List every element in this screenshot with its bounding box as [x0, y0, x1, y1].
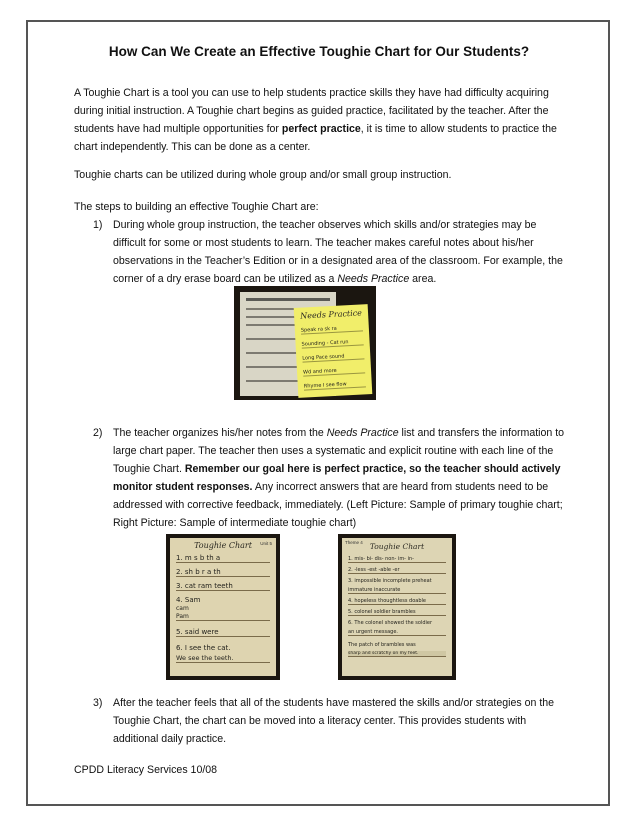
footer-text: CPDD Literacy Services 10/08: [74, 764, 218, 776]
sticky-line: Long Pace sound: [302, 352, 364, 362]
primary-chart-line: cam: [176, 605, 189, 612]
needs-practice-photo: [234, 286, 376, 400]
steps-intro: The steps to building an effective Toughie Chart are:: [74, 201, 319, 213]
intermediate-chart-title: Toughie Chart: [369, 542, 425, 551]
step-2: [93, 424, 568, 532]
intermediate-toughie-chart-photo: [338, 534, 456, 680]
step-2-italic: Needs Practice: [326, 427, 399, 439]
step-2-text-2: list and transfers the information to large chart paper. The teacher then uses a systematic and explicit routine with each line of the Toughie Chart.: [113, 427, 565, 475]
step-3-number: 3): [93, 697, 103, 709]
intermediate-chart-line: 3. impossible incomplete preheat: [348, 578, 432, 584]
step-1-italic: Needs Practice: [337, 273, 410, 285]
usage-paragraph: Toughie charts can be utilized during whole group and/or small group instruction.: [74, 169, 452, 181]
primary-chart-title: Toughie Chart: [194, 541, 252, 550]
sticky-title: Needs Practice: [300, 308, 363, 321]
step-2-number: 2): [93, 427, 103, 439]
intro-paragraph: [74, 84, 574, 156]
primary-chart-paper: [170, 538, 276, 676]
intermediate-chart-line: 1. mis- bi- dis- non- im- in-: [348, 556, 446, 563]
page-title: How Can We Create an Effective Toughie Chart for Our Students?: [108, 44, 530, 59]
primary-chart-line: 5. said were: [176, 628, 270, 637]
step-2-text-1: The teacher organizes his/her notes from the: [113, 427, 327, 439]
primary-chart-line: 1. m s b th a: [176, 554, 270, 563]
intermediate-chart-line: immature inaccurate: [348, 587, 446, 594]
primary-chart-line: We see the teeth.: [176, 654, 270, 663]
intro-text-1: A Toughie Chart is a tool you can use to help students practice skills they have had difficulty acquiring during initial instruction. A Toughie chart begins as guided practice, facilitated by the teacher. After the students have had multiple opportunities for: [74, 87, 549, 135]
primary-chart-line: Pam: [176, 613, 270, 621]
intro-text-2: , it is time to allow students to practice the chart independently. This can be done as a center.: [74, 123, 557, 153]
sticky-line: Speak ra sk ra: [301, 324, 363, 334]
sticky-line: Rhyme I see flow: [304, 380, 366, 390]
primary-chart-line: 6. I see the cat.: [176, 644, 231, 652]
intro-bold: perfect practice: [281, 123, 361, 135]
primary-chart-line: 4. Sam: [176, 596, 201, 604]
primary-chart-line: 2. sh b r a th: [176, 568, 270, 577]
step-3-text: After the teacher feels that all of the students have mastered the skills and/or strategies on the Toughie Chart, the chart can be moved into a literacy center. This provides students with additional daily practice.: [113, 697, 555, 745]
step-1-end: area.: [409, 273, 437, 285]
step-3: [93, 694, 568, 748]
step-2-text-3: Any incorrect answers that are heard from students need to be addressed with corrective feedback, immediately. (Left Picture: Sample of primary toughie chart; Right Picture: Sample of intermediate toughie chart): [113, 481, 563, 529]
intermediate-chart-line: 2. -less -est -able -er: [348, 567, 446, 574]
step-1-text: During whole group instruction, the teacher observes which skills and/or strategies may be difficult for some or most students to learn. The teacher makes careful notes about his/her observations in the Teacher’s Edition or in a designated area of the classroom. For example, the corner of a dry erase board can be utilized as a: [113, 219, 563, 285]
intermediate-chart-line: an urgent message.: [348, 629, 446, 636]
needs-practice-sticky: [294, 304, 373, 398]
intermediate-chart-line: 6. The colonel showed the soldier: [348, 620, 433, 626]
intermediate-chart-tag: Theme 4: [345, 540, 363, 545]
sticky-line: Sounding - Cat run: [301, 338, 363, 348]
intermediate-chart-line: sharp and scratchy on my feet.: [348, 651, 446, 657]
intermediate-chart-line: 5. colonel soldier brambles: [348, 609, 446, 616]
primary-toughie-chart-photo: [166, 534, 280, 680]
intermediate-chart-paper: [342, 538, 452, 676]
step-2-bold: Remember our goal here is perfect practice, so the teacher should actively monitor student responses.: [113, 463, 561, 493]
step-1-number: 1): [93, 219, 103, 231]
intermediate-chart-line: 4. hopeless thoughtless doable: [348, 598, 446, 605]
intermediate-chart-line: The patch of brambles was: [348, 642, 416, 648]
step-1: [93, 216, 568, 288]
sticky-line: Wd and more: [303, 366, 365, 376]
primary-chart-line: 3. cat ram teeth: [176, 582, 270, 591]
primary-chart-tag: Unit 5: [260, 541, 272, 546]
